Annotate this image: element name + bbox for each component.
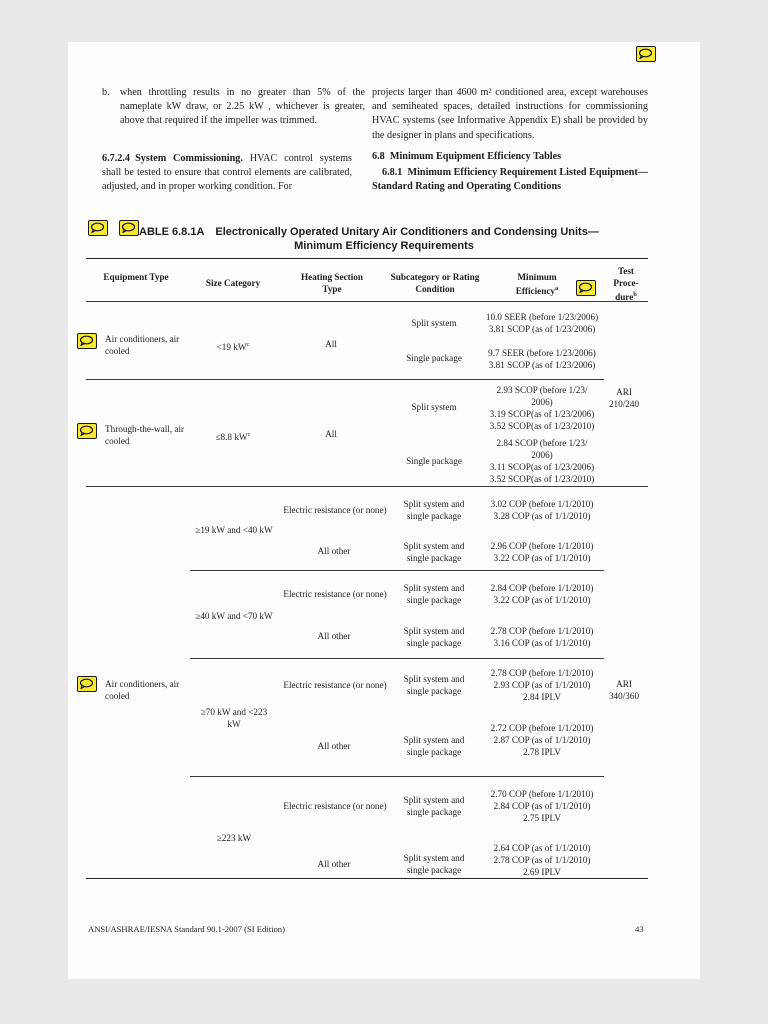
heating-section-cell: All other <box>317 741 351 751</box>
header-efficiency-label: Minimum Efficiency <box>515 272 557 297</box>
row-separator <box>86 486 648 487</box>
document-page <box>68 42 700 979</box>
table-subtitle: Minimum Efficiency Requirements <box>294 240 474 252</box>
size-category-cell <box>198 429 268 443</box>
heating-section-cell: All other <box>317 859 351 869</box>
header-subcategory: Subcategory or Rating Condition <box>390 272 480 294</box>
efficiency-cell: 2.78 COP (before 1/1/2010) 2.93 COP (as of 1/1/2010) 2.84 IPLV <box>490 668 594 702</box>
header-test-label: Test Proce-dure <box>613 266 639 303</box>
test-procedure-cell: ARI 340/360 <box>608 679 640 701</box>
table-title: ABLE 6.8.1A Electronically Operated Unitary Air Conditioners and Condensing Units— <box>139 226 599 238</box>
heating-section-cell: Electric resistance (or none) <box>283 589 387 599</box>
comment-bubble-icon[interactable] <box>77 676 97 692</box>
heating-section-cell: All other <box>317 631 351 641</box>
subcategory-cell: Split system and single package <box>403 735 465 757</box>
section-68-heading: 6.8 Minimum Equipment Efficiency Tables <box>372 151 562 162</box>
size-value: ≤8.8 kW <box>215 432 248 443</box>
subcategory-cell: Split system and single package <box>403 626 465 648</box>
comment-bubble-icon[interactable] <box>636 46 656 62</box>
efficiency-cell: 2.72 COP (before 1/1/2010) 2.87 COP (as of 1/1/2010) 2.78 IPLV <box>490 723 594 757</box>
efficiency-cell: 3.02 COP (before 1/1/2010) 3.28 COP (as of 1/1/2010) <box>490 499 594 521</box>
size-category-cell: ≥70 kW and <223 kW <box>200 707 268 729</box>
heating-section-cell: All <box>325 429 337 439</box>
heating-section-cell: Electric resistance (or none) <box>283 680 387 690</box>
footnote-b: b <box>633 291 637 298</box>
header-minimum-efficiency <box>498 271 576 297</box>
subcategory-cell: Split system and single package <box>403 853 465 875</box>
efficiency-cell: 2.78 COP (before 1/1/2010) 3.16 COP (as of 1/1/2010) <box>490 626 594 648</box>
item-b-paragraph: b. when throttling results in no greater than 5% of the nameplate kW draw, or 2.25 kW , whichever is greater, above that required if the impeller was trimmed. <box>102 87 365 127</box>
equipment-type-cell: Air conditioners, air cooled <box>105 679 180 701</box>
subcategory-cell: Single package <box>406 456 462 466</box>
table-top-rule <box>86 258 648 259</box>
comment-bubble-icon[interactable] <box>119 220 139 236</box>
row-separator <box>190 570 604 571</box>
heating-section-cell: Electric resistance (or none) <box>283 801 387 811</box>
commissioning-paragraph: projects larger than 4600 m² conditioned area, except warehouses and semiheated spaces, detailed instructions for commissioning HVAC systems (see Informative Appendix E) shall be provided by the designer in plans and specifications. <box>372 87 648 141</box>
subcategory-cell: Split system <box>411 318 457 328</box>
efficiency-cell: 10.0 SEER (before 1/23/2006) 3.81 SCOP (as of 1/23/2006) <box>485 312 599 334</box>
header-size-category: Size Category <box>205 278 261 288</box>
efficiency-cell: 2.84 COP (before 1/1/2010) 3.22 COP (as of 1/1/2010) <box>490 583 594 605</box>
heating-section-cell: Electric resistance (or none) <box>283 505 387 515</box>
efficiency-cell: 2.93 SCOP (before 1/23/ 2006) 3.19 SCOP(as of 1/23/2006) 3.52 SCOP(as of 1/23/2010) <box>489 385 595 431</box>
section-6724-body: HVAC control systems shall be tested to ensure that control elements are calibrated, adjusted, and in proper working condition. For <box>102 153 352 193</box>
page-number: 43 <box>635 924 644 934</box>
section-6724-paragraph <box>102 152 352 195</box>
section-681-heading: 6.8.1 Minimum Efficiency Requirement Listed Equipment—Standard Rating and Operating Conditions <box>372 167 648 193</box>
subcategory-cell: Split system and single package <box>403 674 465 696</box>
section-6724-heading: 6.7.2.4 System Commissioning. <box>102 153 243 164</box>
efficiency-cell: 2.64 COP (as of 1/1/2010) 2.78 COP (as of 1/1/2010) 2.69 IPLV <box>493 843 591 877</box>
comment-bubble-icon[interactable] <box>88 220 108 236</box>
heating-section-cell: All other <box>317 546 351 556</box>
equipment-type-cell: Air conditioners, air cooled <box>105 334 180 356</box>
efficiency-cell: 2.84 SCOP (before 1/23/ 2006) 3.11 SCOP(as of 1/23/2006) 3.52 SCOP(as of 1/23/2010) <box>489 438 595 484</box>
size-category-cell: ≥40 kW and <70 kW <box>195 611 273 621</box>
size-category-cell: ≥223 kW <box>216 833 252 843</box>
size-value: <19 kW <box>216 342 247 353</box>
header-bottom-rule <box>86 301 648 302</box>
comment-bubble-icon[interactable] <box>77 423 97 439</box>
efficiency-cell: 9.7 SEER (before 1/23/2006) 3.81 SCOP (as of 1/23/2006) <box>488 348 596 370</box>
footnote-c: c <box>246 341 250 348</box>
footer-title: ANSI/ASHRAE/IESNA Standard 90.1-2007 (SI Edition) <box>88 924 285 934</box>
footnote-c: c <box>247 431 251 438</box>
header-equipment-type: Equipment Type <box>103 272 169 282</box>
row-separator <box>86 379 604 380</box>
comment-bubble-icon[interactable] <box>576 280 596 296</box>
table-bottom-rule <box>86 878 648 879</box>
row-separator <box>190 658 604 659</box>
comment-bubble-icon[interactable] <box>77 333 97 349</box>
subcategory-cell: Single package <box>406 353 462 363</box>
subcategory-cell: Split system and single package <box>403 583 465 605</box>
test-procedure-cell: ARI 210/240 <box>608 387 640 409</box>
subcategory-cell: Split system and single package <box>403 541 465 563</box>
header-heating-section: Heating Section Type <box>300 272 363 294</box>
efficiency-cell: 2.70 COP (before 1/1/2010) 2.84 COP (as of 1/1/2010) 2.75 IPLV <box>490 789 594 823</box>
subcategory-cell: Split system and single package <box>403 795 465 817</box>
subcategory-cell: Split system <box>411 402 457 412</box>
footnote-a: a <box>555 285 559 292</box>
row-separator <box>190 776 604 777</box>
header-test-procedure <box>606 265 646 303</box>
subcategory-cell: Split system and single package <box>403 499 465 521</box>
equipment-type-cell: Through-the-wall, air cooled <box>105 424 185 446</box>
size-category-cell <box>198 339 268 353</box>
size-category-cell: ≥19 kW and <40 kW <box>195 525 273 535</box>
heating-section-cell: All <box>325 339 337 349</box>
efficiency-cell: 2.96 COP (before 1/1/2010) 3.22 COP (as of 1/1/2010) <box>490 541 594 563</box>
